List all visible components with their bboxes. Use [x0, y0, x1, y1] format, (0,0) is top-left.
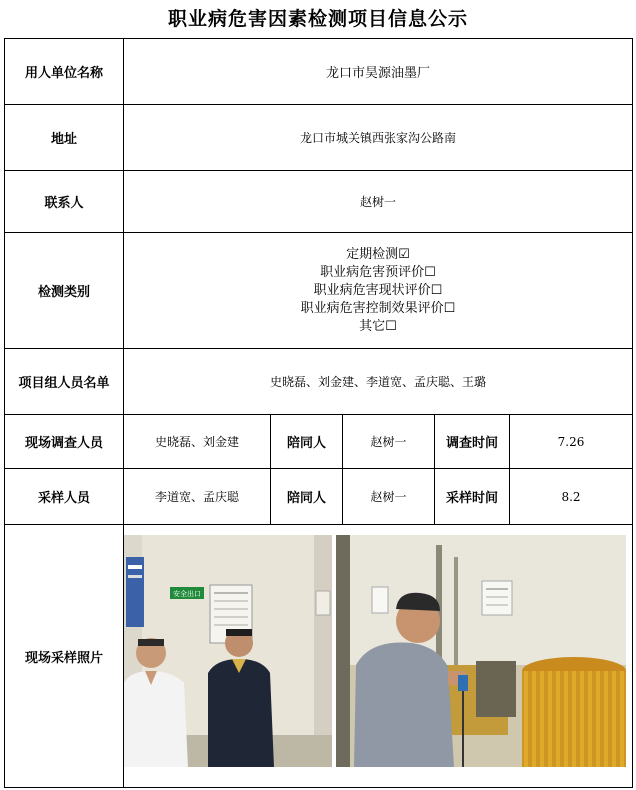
survey-companion-value: 赵树一	[343, 415, 435, 469]
survey-label: 现场调查人员	[5, 415, 124, 469]
team-label: 项目组人员名单	[5, 349, 124, 415]
photos-label: 现场采样照片	[5, 525, 124, 788]
info-table	[4, 38, 633, 788]
category-control-evaluation: 职业病危害控制效果评价☐	[300, 300, 456, 316]
photos-cell	[124, 525, 633, 788]
category-other: 其它☐	[359, 318, 397, 334]
sampling-label: 采样人员	[5, 469, 124, 525]
category-status-evaluation: 职业病危害现状评价☐	[313, 282, 443, 298]
page-title: 职业病危害因素检测项目信息公示	[167, 8, 468, 30]
category-pre-evaluation: 职业病危害预评价☐	[320, 264, 436, 280]
employer-label: 用人单位名称	[5, 39, 124, 105]
site-photo-sampling	[336, 535, 626, 767]
sampling-value: 李道宽、孟庆聪	[124, 469, 271, 525]
contact-value: 赵树一	[124, 171, 633, 233]
survey-value: 史晓磊、刘金建	[124, 415, 271, 469]
contact-label: 联系人	[5, 171, 124, 233]
sampling-companion-value: 赵树一	[343, 469, 435, 525]
survey-time-value: 7.26	[510, 415, 633, 469]
site-photo-people	[124, 535, 332, 767]
exit-sign-text: 安全出口	[173, 590, 201, 598]
team-value: 史晓磊、刘金建、李道宽、孟庆聪、王璐	[124, 349, 633, 415]
category-periodic: 定期检测☑	[346, 246, 410, 262]
address-value: 龙口市城关镇西张家沟公路南	[124, 105, 633, 171]
category-label: 检测类别	[5, 233, 124, 349]
sampling-time-value: 8.2	[510, 469, 633, 525]
category-list	[124, 233, 633, 349]
sampling-companion-label: 陪同人	[271, 469, 343, 525]
survey-companion-label: 陪同人	[271, 415, 343, 469]
employer-value: 龙口市昊源油墨厂	[124, 39, 633, 105]
address-label: 地址	[5, 105, 124, 171]
sampling-time-label: 采样时间	[435, 469, 510, 525]
survey-time-label: 调查时间	[435, 415, 510, 469]
